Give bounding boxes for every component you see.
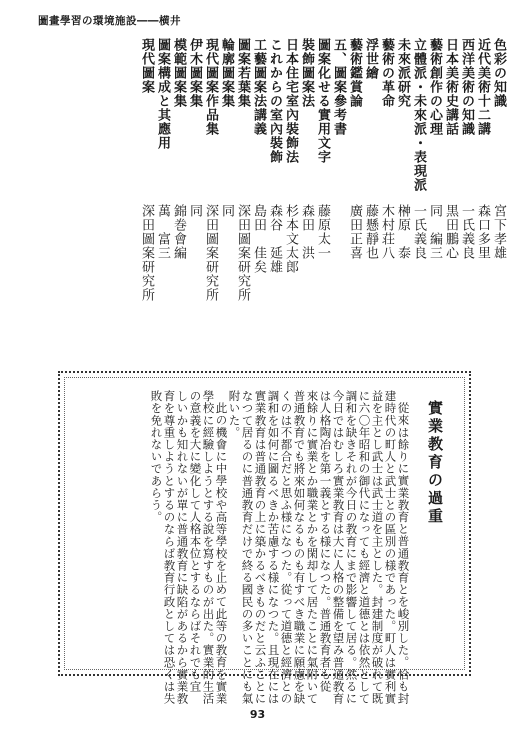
bibliography-author: 深田圖案研究所 <box>139 204 154 302</box>
bibliography-author: 萬 富三 <box>155 204 170 260</box>
essay-line: 普通教育でも將來如何なるものも有すべき職業に願慮を缺 <box>292 390 307 705</box>
bibliography-title: 裝飾圖案法 <box>299 38 314 108</box>
essay-line: 今日ではむしろ實業教育は大に人格の整備を望み普通教育 <box>331 390 346 705</box>
bibliography-title: 藝術の革命 <box>379 38 394 108</box>
running-header: 圖畫學習の環境施設――横井 <box>38 15 181 27</box>
bibliography-title: 模範圖案集 <box>171 38 186 108</box>
bibliography-author: 同 <box>187 204 202 218</box>
bibliography-author: 錦巻會編 <box>171 204 186 260</box>
bibliography-title: 圖案構成と其應用 <box>155 38 170 150</box>
bibliography-author: 森谷 延雄 <box>267 204 282 274</box>
essay-line: 建時代の町人と武士との區別の様であった。町人は實利實 <box>383 390 398 705</box>
bibliography-author: 宮下孝雄 <box>491 204 506 260</box>
bibliography-author: 島田 佳矣 <box>251 204 266 274</box>
bibliography-title: 伊木圖案集 <box>187 38 202 108</box>
bibliography-title: 現代圖案作品集 <box>203 38 218 136</box>
bibliography-author: 同 <box>219 204 234 218</box>
bibliography-title: 近代美術十二講 <box>475 38 490 136</box>
bibliography-author: 同 編三 <box>427 204 442 260</box>
essay-line: は人格陶冶を第一義とする様になつた。普通教育者も從 <box>318 390 333 693</box>
bibliography-author: 森口多里 <box>475 204 490 260</box>
bibliography-title: 輪廓圖案集 <box>219 38 234 108</box>
essay-line: の意義を大に變化して人格本位とするならばそれでも宜 <box>188 390 203 693</box>
bibliography-author: 木村荘八 <box>379 204 394 260</box>
essay-line: 益を主とし武士は武士道を主とした。封建制度が破れて既 <box>370 390 385 705</box>
bibliography-title: 色彩の知識 <box>491 38 506 108</box>
essay-box <box>58 371 471 705</box>
essay-body <box>64 377 465 705</box>
essay-title: 實業教育の過重 <box>426 400 444 526</box>
bibliography-title: 圖案化せる實用文字 <box>315 38 330 164</box>
essay-line: 此の機會に中學校や高等學校を止めて此等の教育を實業 <box>214 402 229 705</box>
bibliography-title: 日本美術史講話 <box>443 38 458 136</box>
bibliography-title: 圖案若葉集 <box>235 38 250 108</box>
essay-line: 從來は餘りに實業教育と普通教育とを峻別した。恰も封 <box>396 402 411 705</box>
essay-line: 調和を缺きそれが今日の教育にまで影響して居る。然るに <box>344 390 359 705</box>
bibliography-title: 五、圖案參考書 <box>331 38 346 136</box>
bibliography-author: 深田圖案研究所 <box>203 204 218 302</box>
bibliography-title: これからの室內裝飾 <box>267 38 282 164</box>
essay-line: 敗を免れないであらう。 <box>149 390 164 524</box>
bibliography-title: 藝術創作の心理 <box>427 38 442 136</box>
bibliography-title: 日本住宅室內裝飾法 <box>283 38 298 164</box>
bibliography-title: 西洋美術の知識 <box>459 38 474 136</box>
bibliography-title: 立體派・未來派・表現派 <box>411 38 426 192</box>
bibliography-author: 一氏義良 <box>411 204 426 260</box>
bibliography-author: 榊原 泰 <box>395 204 410 260</box>
bibliography-title: 未來派研究 <box>395 38 410 108</box>
bibliography-title: 工藝圖案法講義 <box>251 38 266 136</box>
essay-line: 實業教育は普通教育の上に築かるべきものだと云ふことに <box>253 390 268 705</box>
essay-line: 調和を如何に圖るべきか苦慮する様になつた。且現在には <box>266 390 281 705</box>
bibliography-author: 藤原太一 <box>315 204 330 260</box>
essay-line: なつて居るのに普通教育だけで終る國民の多いことにも氣 <box>240 390 255 705</box>
essay-line: 育を尊重しようとするのならば教育行政としては恐くは失 <box>162 390 177 705</box>
essay-line: 附いた。 <box>227 390 242 439</box>
essay-line: 學校に經驗しようとする說を寫すものが出た。實業的生活 <box>201 390 216 705</box>
bibliography-author: 杉本文太郎 <box>283 204 298 274</box>
essay-line: 來餘りに實業とか職業とかを閑却して居たことに氣附いて <box>305 390 320 705</box>
bibliography-author: 森田 洪 <box>299 204 314 260</box>
bibliography-author: 一氏義良 <box>459 204 474 260</box>
bibliography-author: 黒田鵬心 <box>443 204 458 260</box>
essay-line: くのは不都合だと思ふ様になつた。從って道德と經濟との <box>279 390 294 705</box>
page-number: 93 <box>249 708 266 721</box>
bibliography-title: 藝術鑑賞論 <box>347 38 362 108</box>
bibliography-title: 浮世繪 <box>363 38 378 80</box>
bibliography-title: 現代圖案 <box>139 38 154 94</box>
bibliography-author: 廣田正喜 <box>347 204 362 260</box>
bibliography-author: 深田圖案研究所 <box>235 204 250 302</box>
essay-line: しいかも知れないが單に普通教育に缺陷があるから實業教 <box>175 390 190 705</box>
essay-line: に六〇年昭和の御代になっても經濟と道德とは依然として <box>357 390 372 705</box>
bibliography-author: 藤懸靜也 <box>363 204 378 260</box>
